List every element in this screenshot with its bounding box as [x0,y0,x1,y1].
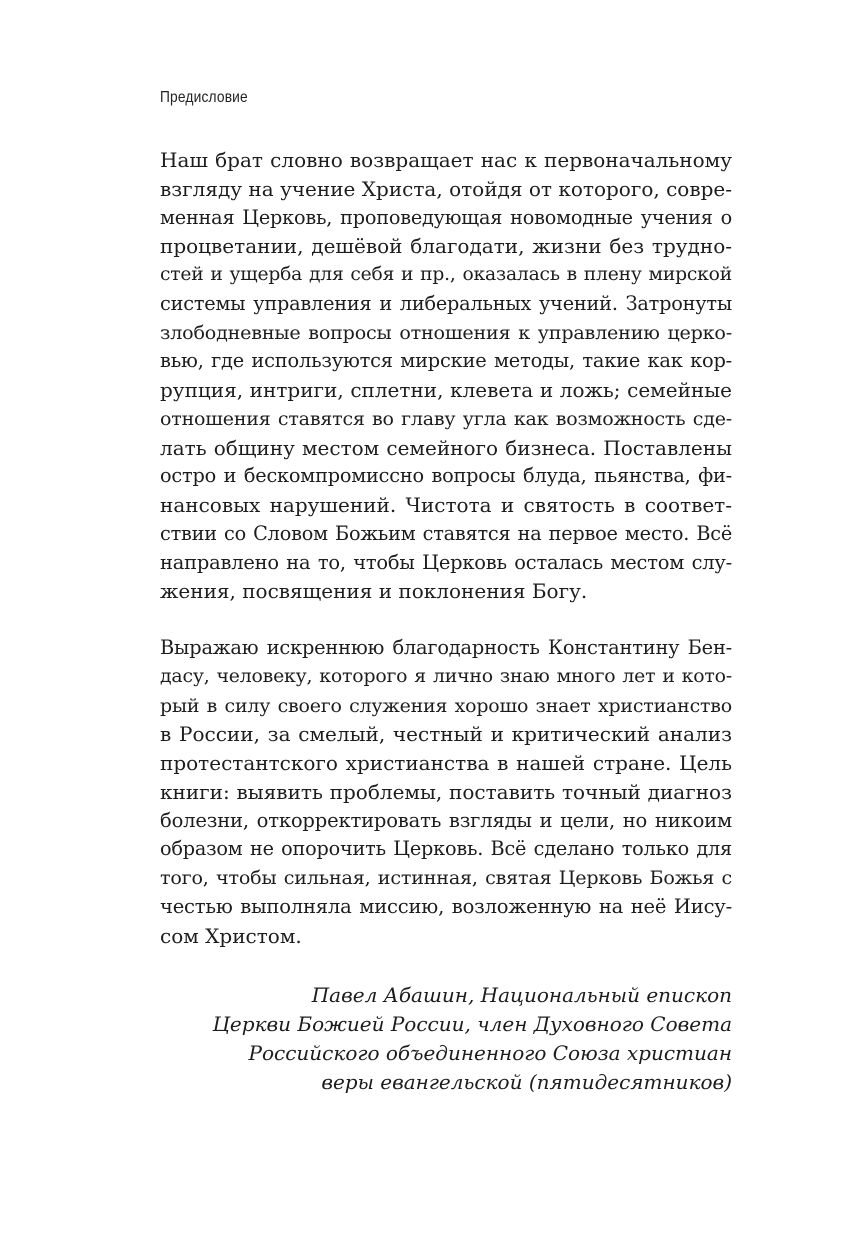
author-signature [212,981,732,1097]
text-line: взгляду на учение Христа, отойдя от которого, совре- [160,176,732,201]
text-line: рый в силу своего служения хорошо знает христианство [160,694,732,717]
text-line: Выражаю искреннюю благодарность Константину Бен- [160,636,732,659]
paragraph-acknowledgement [160,634,732,950]
text-line: злободневные вопросы отношения к управлению церко- [160,320,732,344]
signature-line: Павел Абашин, Национальный епископ [311,983,732,1007]
text-line: нансовых нарушений. Чистота и святость в соответ- [160,493,732,517]
text-line: протестантского христианства в нашей стране. Цель [160,751,732,775]
text-line: книги: выявить проблемы, поставить точный диагноз [160,779,732,804]
text-line: направлено на то, чтобы Церковь осталась местом слу- [160,550,732,574]
signature-line: веры евангельской (пятидесятников) [321,1070,732,1094]
text-line: менная Церковь, проповедующая новомодные учения о [160,205,732,229]
text-line: вью, где используются мирские методы, такие как кор- [160,349,732,373]
text-line: в России, за смелый, честный и критический анализ [160,722,732,747]
paragraph-gratitude-preface [160,146,732,606]
text-line: ствии со Словом Божьим ставятся на первое место. Всё [160,521,732,545]
text-line: дасу, человеку, которого я лично знаю много лет и кото- [160,665,732,687]
text-line: лать общину местом семейного бизнеса. Поставлены [160,435,732,460]
text-line: рупция, интриги, сплетни, клевета и ложь; семейные [160,378,732,402]
text-line: стей и ущерба для себя и пр., оказалась в плену мирской [160,264,732,285]
text-line: сом Христом. [160,923,302,948]
text-line: отношения ставятся во главу угла как возможность сде- [160,407,732,430]
text-line: остро и бескомпромиссно вопросы блуда, пьянства, фи- [160,464,732,488]
running-header: Предисловие [160,89,248,106]
text-line: системы управления и либеральных учений. Затронуты [160,291,732,315]
signature-line: Церкви Божией России, член Духовного Совета [212,1012,732,1036]
text-line: процветании, дешёвой благодати, жизни без трудно- [160,234,732,259]
text-line: образом не опорочить Церковь. Всё сделано только для [160,837,732,861]
text-line: того, чтобы сильная, истинная, святая Церковь Божья с [160,866,732,889]
text-line: жения, посвящения и поклонения Богу. [160,579,588,604]
text-line: болезни, откорректировать взгляды и цели, но никоим [160,808,732,832]
text-line: честью выполняла миссию, возложенную на неё Иису- [160,894,732,918]
text-line: Наш брат словно возвращает нас к первоначальному [160,148,732,172]
signature-line: Российского объединенного Союза христиан [248,1041,732,1065]
